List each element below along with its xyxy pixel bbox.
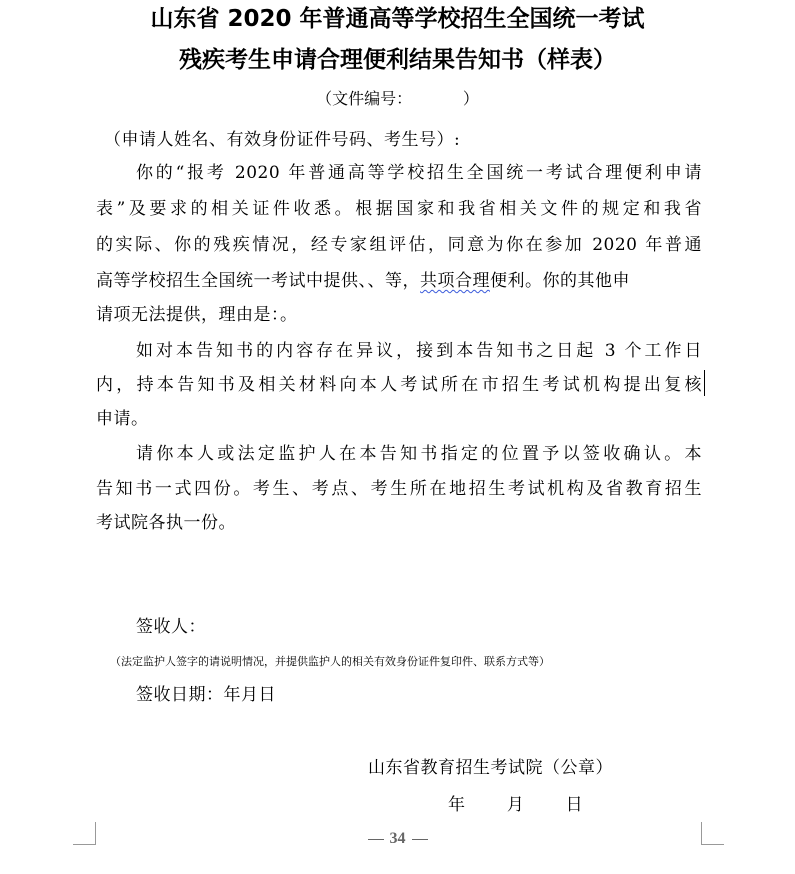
paragraph-1-line-4-start: 高等学校招生全国统一考试中提供、、等， — [96, 271, 420, 291]
page-number-value: 34 — [389, 830, 406, 847]
receipt-date-label: 签收日期：年月日 — [136, 685, 276, 705]
document-title-line-2: 残疾考生申请合理便利结果告知书（样表） — [179, 47, 616, 73]
text-cursor — [704, 370, 705, 396]
document-title-line-1: 山东省 2020 年普通高等学校招生全国统一考试 — [150, 6, 645, 32]
issuer-name: 山东省教育招生考试院（公章） — [368, 758, 613, 778]
page-number-dash-left — [368, 839, 384, 840]
paragraph-2-line-1: 如对本告知书的内容存在异议，接到本告知书之日起 3 个工作日 — [136, 341, 702, 361]
paragraph-1-line-3: 的实际、你的残疾情况，经专家组评估，同意为你在参加 2020 年普通 — [96, 235, 702, 255]
page-number-dash-right — [412, 839, 428, 840]
paragraph-2-line-2: 内，持本告知书及相关材料向本人考试所在市招生考试机构提出复核 — [96, 375, 702, 395]
paragraph-3-line-2: 告知书一式四份。考生、考点、考生所在地招生考试机构及省教育招生 — [96, 479, 702, 499]
paragraph-3-line-1: 请你本人或法定监护人在本告知书指定的位置予以签收确认。本 — [136, 444, 702, 464]
page-number — [0, 829, 795, 849]
paragraph-1-line-4-end: 便利。你的其他申 — [490, 271, 630, 291]
issuer-date: 年 月 日 — [448, 795, 584, 815]
paragraph-3-line-3: 考试院各执一份。 — [96, 513, 236, 533]
paragraph-1-line-2: 表”及要求的相关证件收悉。根据国家和我省相关文件的规定和我省 — [96, 199, 702, 219]
paragraph-1-line-4 — [96, 270, 702, 292]
paragraph-2-line-3: 申请。 — [96, 409, 149, 429]
paragraph-1-line-1: 你的“报考 2020 年普通高等学校招生全国统一考试合理便利申请 — [136, 163, 702, 183]
salutation: （申请人姓名、有效身份证件号码、考生号）: — [104, 130, 461, 150]
recipient-signature-label: 签收人： — [136, 617, 206, 637]
spellcheck-underlined-text: 共项合理 — [420, 271, 490, 291]
paragraph-1-line-5: 请项无法提供，理由是：。 — [96, 305, 298, 325]
guardian-note: （法定监护人签字的请说明情况，并提供监护人的相关有效身份证件复印件、联系方式等） — [110, 655, 550, 668]
document-number: （文件编号： ） — [316, 89, 479, 108]
